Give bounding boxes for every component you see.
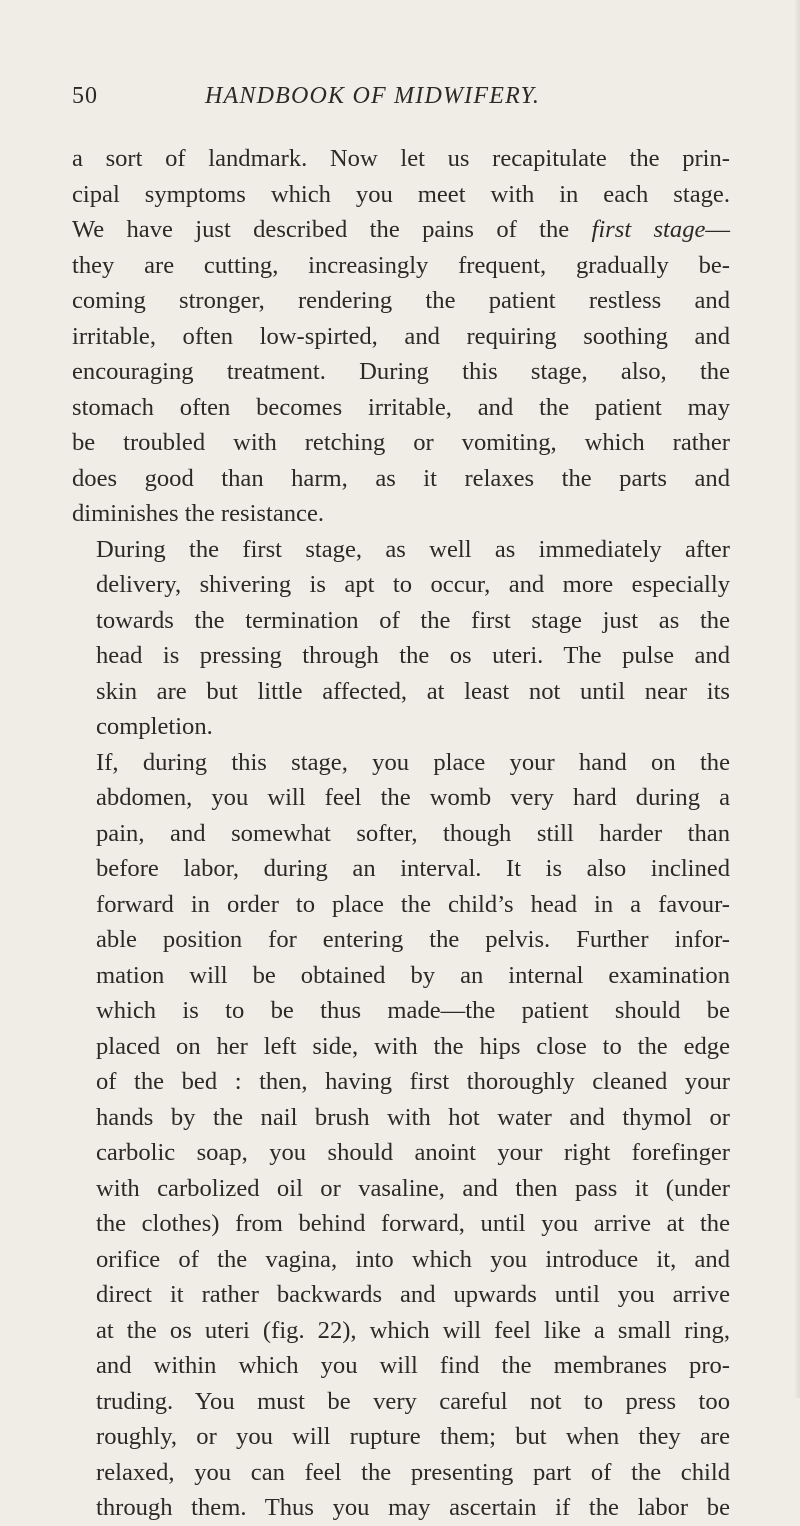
text-line: relaxed, you can feel the presenting part of the child bbox=[96, 1458, 730, 1486]
text-line: which is to be thus made—the patient should be bbox=[96, 997, 730, 1024]
text-line: head is pressing through the os uteri. The pulse and bbox=[96, 642, 730, 669]
text-line: delivery, shivering is apt to occur, and more especially bbox=[96, 571, 730, 598]
text-line: pain, and somewhat softer, though still harder than bbox=[96, 819, 730, 847]
text-line: a sort of landmark. Now let us recapitulate the prin- bbox=[72, 145, 730, 172]
page-number: 50 bbox=[72, 83, 98, 109]
text-line: at the os uteri (fig. 22), which will feel like a small ring, bbox=[96, 1316, 730, 1344]
text-line: encouraging treatment. During this stage, also, the bbox=[72, 358, 730, 385]
text-line: placed on her left side, with the hips close to the edge bbox=[96, 1032, 730, 1060]
text-line: roughly, or you will rupture them; but when they are bbox=[96, 1423, 730, 1450]
text-line: cipal symptoms which you meet with in each stage. bbox=[72, 180, 730, 208]
text-line: and within which you will find the membranes pro- bbox=[96, 1352, 730, 1379]
text-line: truding. You must be very careful not to press too bbox=[96, 1387, 730, 1415]
text-body bbox=[72, 141, 730, 1526]
text-line: be troubled with retching or vomiting, which rather bbox=[72, 429, 730, 456]
text-line: irritable, often low-spirted, and requiring soothing and bbox=[72, 322, 730, 350]
text-line-mixed bbox=[72, 212, 730, 248]
text-fragment: — bbox=[705, 216, 730, 243]
paragraph-2 bbox=[72, 532, 730, 745]
text-line: direct it rather backwards and upwards until you arrive bbox=[96, 1281, 730, 1308]
text-line: hands by the nail brush with hot water and thymol or bbox=[96, 1103, 730, 1131]
text-line: they are cutting, increasingly frequent, gradually be- bbox=[72, 251, 730, 279]
text-line: abdomen, you will feel the womb very hard during a bbox=[96, 784, 730, 811]
text-line: diminishes the resistance. bbox=[72, 500, 325, 527]
italic-phrase: first stage bbox=[591, 216, 706, 243]
paragraph-1 bbox=[72, 141, 730, 532]
text-line: does good than harm, as it relaxes the parts and bbox=[72, 464, 730, 492]
text-line: of the bed : then, having first thoroughly cleaned your bbox=[96, 1068, 730, 1095]
text-line: skin are but little affected, at least not until near its bbox=[96, 677, 730, 705]
text-line: carbolic soap, you should anoint your right forefinger bbox=[96, 1139, 730, 1166]
page-edge-shadow bbox=[794, 0, 800, 1398]
text-line: before labor, during an interval. It is also inclined bbox=[96, 855, 730, 882]
text-line: completion. bbox=[96, 713, 213, 740]
running-head bbox=[72, 83, 730, 117]
text-line: orifice of the vagina, into which you introduce it, and bbox=[96, 1245, 730, 1273]
text-line: mation will be obtained by an internal examination bbox=[96, 961, 730, 989]
text-line: forward in order to place the child’s head in a favour- bbox=[96, 890, 730, 918]
running-title: HANDBOOK OF MIDWIFERY. bbox=[205, 83, 541, 109]
text-line: with carbolized oil or vasaline, and then pass it (under bbox=[96, 1174, 730, 1202]
text-line: stomach often becomes irritable, and the patient may bbox=[72, 393, 730, 421]
text-line: the clothes) from behind forward, until you arrive at the bbox=[96, 1210, 730, 1237]
text-fragment: We have just described the pains of the bbox=[72, 216, 592, 243]
text-line: If, during this stage, you place your hand on the bbox=[96, 748, 730, 776]
paragraph-3 bbox=[72, 745, 730, 1526]
text-line: towards the termination of the first stage just as the bbox=[96, 606, 730, 634]
text-line: through them. Thus you may ascertain if the labor be bbox=[96, 1494, 730, 1521]
text-line: During the first stage, as well as immediately after bbox=[96, 535, 730, 563]
text-line: able position for entering the pelvis. Further infor- bbox=[96, 926, 730, 953]
text-line: coming stronger, rendering the patient restless and bbox=[72, 287, 730, 314]
